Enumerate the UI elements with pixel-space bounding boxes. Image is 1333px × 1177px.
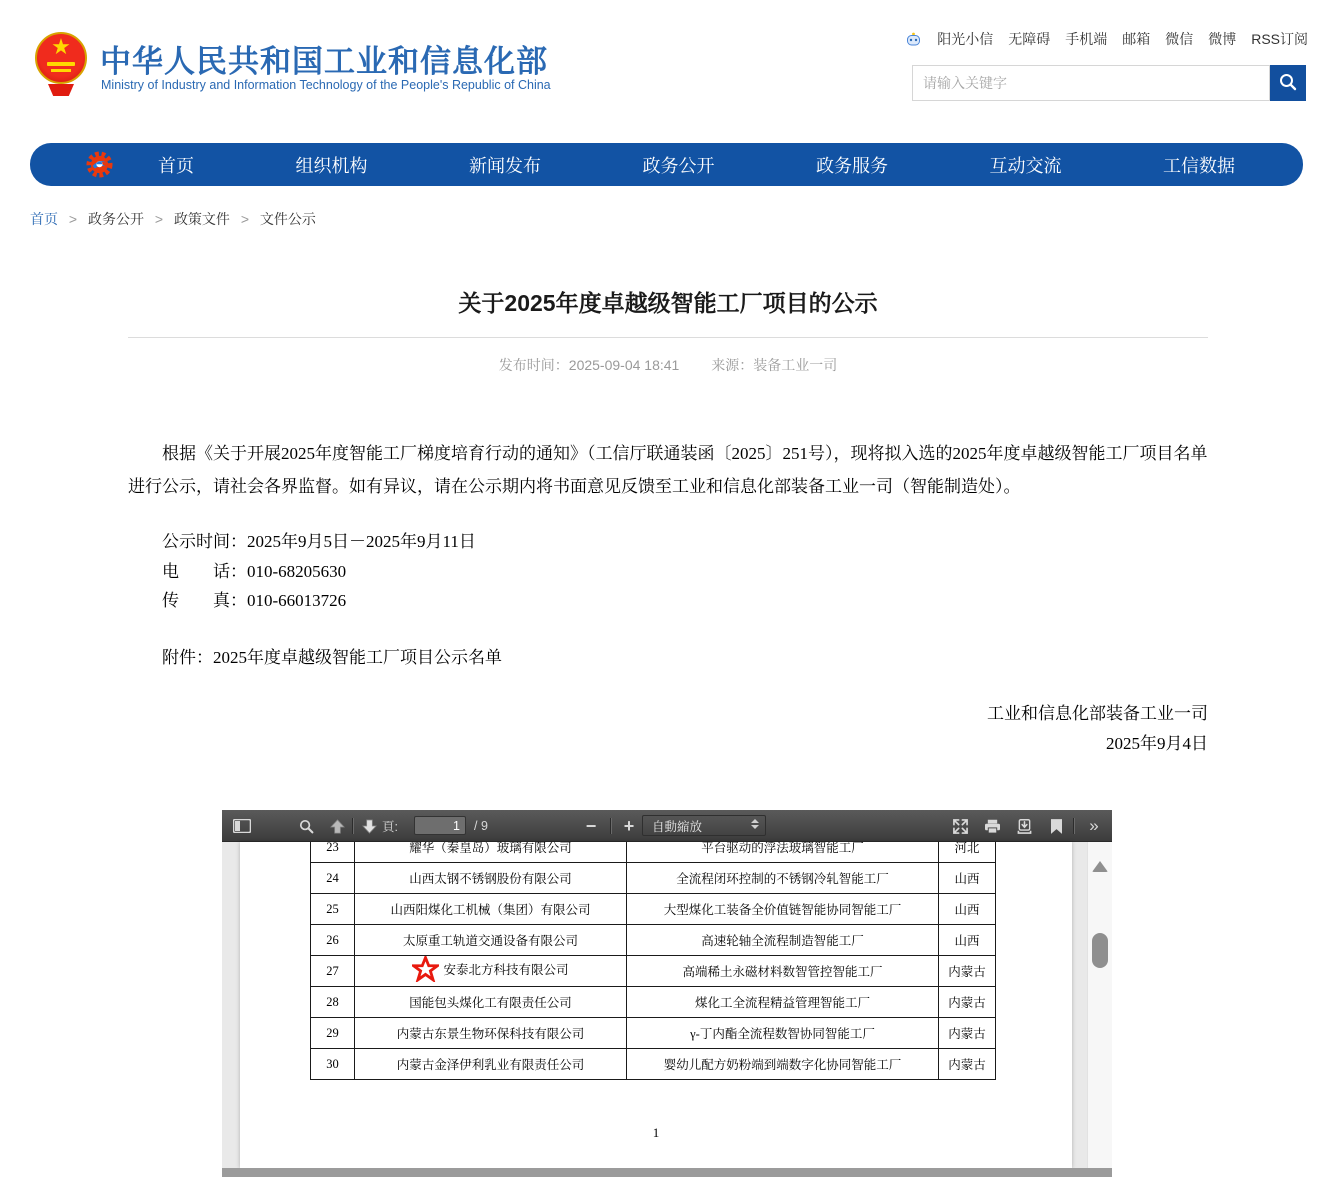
breadcrumb-home[interactable]: 首页: [30, 211, 58, 227]
nav-item-organization[interactable]: 组织机构: [295, 155, 368, 176]
title-divider: [128, 337, 1208, 338]
link-accessibility[interactable]: 无障碍: [1008, 31, 1051, 47]
red-star-icon: [412, 956, 439, 982]
find-button[interactable]: [294, 810, 318, 842]
article-meta: [128, 355, 1208, 375]
next-page-button[interactable]: [357, 810, 381, 842]
row-number: 23: [311, 842, 355, 863]
pdf-page-gap: [222, 1168, 1112, 1177]
company-cell: 内蒙古东景生物环保科技有限公司: [355, 1018, 627, 1049]
source: 装备工业一司: [753, 357, 838, 373]
company-cell: 太原重工轨道交通设备有限公司: [355, 925, 627, 956]
project-cell: 大型煤化工装备全价值链智能协同智能工厂: [627, 894, 939, 925]
zoom-mode-select[interactable]: [642, 815, 766, 836]
breadcrumb-gov-disclosure[interactable]: 政务公开: [87, 211, 144, 227]
page-title: 关于2025年度卓越级智能工厂项目的公示: [458, 290, 878, 316]
province-cell: 内蒙古: [939, 1018, 996, 1049]
pdf-scrollbar[interactable]: [1087, 842, 1112, 1177]
project-cell: 煤化工全流程精益管理智能工厂: [627, 987, 939, 1018]
province-cell: 山西: [939, 894, 996, 925]
row-number: 27: [311, 956, 355, 987]
table-row: [311, 863, 996, 894]
table-row: [311, 842, 996, 863]
article-contact-block: [128, 527, 1209, 616]
pdf-page: [240, 842, 1072, 1168]
fax-line: 传 真：010-66013726: [162, 591, 347, 610]
pdf-page-number: 1: [652, 1125, 660, 1140]
article-paragraph: 根据《关于开展2025年度智能工厂梯度培育行动的通知》（工信厅联通装函〔2025〕251号），现将拟入选的2025年度卓越级智能工厂项目名单进行公示，请社会各界监督。如有异议，请在公示期内将书面意见反馈至工业和信息化部装备工业一司（智能制造处）。: [128, 444, 1208, 496]
table-row: [311, 925, 996, 956]
breadcrumb-separator: >: [240, 211, 250, 227]
search-input[interactable]: [912, 65, 1270, 101]
breadcrumb-separator: >: [68, 211, 78, 227]
smart-factory-table: [310, 842, 996, 1080]
signature-block: [128, 699, 1208, 759]
pdf-viewer: [222, 810, 1112, 1177]
link-sunshine-xiaoxin[interactable]: 阳光小信: [937, 31, 994, 47]
table-row: [311, 894, 996, 925]
scroll-up-arrow-icon[interactable]: [1092, 861, 1108, 872]
project-cell: 高端稀土永磁材料数智管控智能工厂: [627, 956, 939, 987]
sidebar-toggle-button[interactable]: [230, 810, 254, 842]
province-cell: 内蒙古: [939, 987, 996, 1018]
miit-gear-icon: [86, 151, 113, 178]
province-cell: 山西: [939, 863, 996, 894]
table-row: [311, 987, 996, 1018]
company-cell: 内蒙古金泽伊利乳业有限责任公司: [355, 1049, 627, 1080]
project-cell: γ-丁内酯全流程数智协同智能工厂: [627, 1018, 939, 1049]
signature-date: 2025年9月4日: [1106, 734, 1208, 753]
nav-item-gov-services[interactable]: 政务服务: [816, 155, 888, 176]
company-cell: 山西阳煤化工机械（集团）有限公司: [355, 894, 627, 925]
company-cell: 耀华（秦皇岛）玻璃有限公司: [355, 842, 627, 863]
nav-item-data[interactable]: 工信数据: [1163, 155, 1235, 176]
province-cell: 河北: [939, 842, 996, 863]
nav-item-interaction[interactable]: 互动交流: [989, 155, 1062, 176]
row-number: 24: [311, 863, 355, 894]
page-label: 頁:: [382, 820, 398, 834]
zoom-out-button[interactable]: −: [585, 815, 597, 836]
breadcrumb-file-notice[interactable]: 文件公示: [259, 211, 316, 227]
bookmark-button[interactable]: [1046, 810, 1066, 842]
link-mobile[interactable]: 手机端: [1065, 31, 1108, 47]
source-label: 来源：: [711, 357, 754, 373]
table-row: [311, 1018, 996, 1049]
nav-item-news[interactable]: 新闻发布: [469, 155, 541, 176]
quick-links: [910, 29, 1308, 49]
table-row: [311, 1049, 996, 1080]
search-bar: [912, 65, 1306, 101]
scrollbar-thumb[interactable]: [1092, 933, 1108, 968]
company-cell: 山西太钢不锈钢股份有限公司: [355, 863, 627, 894]
presentation-mode-button[interactable]: [948, 810, 972, 842]
table-row-starred: [311, 956, 996, 987]
toolbar-divider: [1073, 818, 1074, 834]
search-icon: [1278, 72, 1298, 95]
phone-line: 电 话：010-68205630: [162, 561, 347, 581]
more-tools-button[interactable]: »: [1089, 816, 1097, 835]
pdf-toolbar: [222, 810, 1112, 842]
previous-page-button[interactable]: [325, 810, 349, 842]
project-cell: 婴幼儿配方奶粉端到端数字化协同智能工厂: [627, 1049, 939, 1080]
toolbar-divider: [610, 818, 611, 834]
row-number: 28: [311, 987, 355, 1018]
publish-time-label: 发布时间：: [498, 357, 569, 373]
download-button[interactable]: [1012, 810, 1036, 842]
link-weibo[interactable]: 微博: [1208, 31, 1237, 47]
nav-item-gov-disclosure[interactable]: 政务公开: [642, 155, 715, 176]
search-button[interactable]: [1270, 65, 1306, 101]
site-title: 中华人民共和国工业和信息化部: [100, 44, 548, 79]
print-button[interactable]: [980, 810, 1004, 842]
breadcrumb-separator: >: [154, 211, 164, 227]
site-subtitle: Ministry of Industry and Information Technology of the People's Republic of China: [101, 78, 551, 92]
signature-department: 工业和信息化部装备工业一司: [987, 704, 1208, 723]
province-cell: 内蒙古: [939, 956, 996, 987]
page-number-input[interactable]: [414, 816, 466, 835]
select-spinner-icon: [751, 819, 759, 829]
link-wechat[interactable]: 微信: [1165, 31, 1194, 47]
row-number: 30: [311, 1049, 355, 1080]
toolbar-divider: [352, 818, 353, 834]
page-count-label: / 9: [474, 819, 488, 833]
company-cell: 国能包头煤化工有限责任公司: [355, 987, 627, 1018]
notice-period: 公示时间：2025年9月5日－2025年9月11日: [162, 532, 476, 551]
link-mailbox[interactable]: 邮箱: [1122, 31, 1151, 47]
attachment-line: 附件：2025年度卓越级智能工厂项目公示名单: [162, 648, 502, 667]
national-emblem-logo: ★: [34, 32, 88, 98]
project-cell: 平台驱动的浮法玻璃智能工厂: [627, 842, 939, 863]
project-cell: 全流程闭环控制的不锈钢冷轧智能工厂: [627, 863, 939, 894]
row-number: 29: [311, 1018, 355, 1049]
publish-time: 2025-09-04 18:41: [568, 357, 680, 373]
assistant-robot-icon: [905, 31, 922, 48]
link-rss[interactable]: RSS订阅: [1251, 31, 1308, 47]
company-name: 安泰北方科技有限公司: [443, 963, 569, 977]
row-number: 25: [311, 894, 355, 925]
zoom-mode-value: 自動縮放: [652, 819, 703, 834]
province-cell: 山西: [939, 925, 996, 956]
nav-item-home[interactable]: 首页: [158, 155, 194, 176]
main-nav: [30, 143, 1303, 186]
breadcrumb-policy-files[interactable]: 政策文件: [173, 211, 230, 227]
company-cell: [355, 956, 627, 987]
breadcrumb: [30, 209, 316, 229]
zoom-in-button[interactable]: +: [623, 815, 635, 836]
project-cell: 高速轮轴全流程制造智能工厂: [627, 925, 939, 956]
row-number: 26: [311, 925, 355, 956]
pdf-content-area: [222, 842, 1112, 1177]
province-cell: 内蒙古: [939, 1049, 996, 1080]
